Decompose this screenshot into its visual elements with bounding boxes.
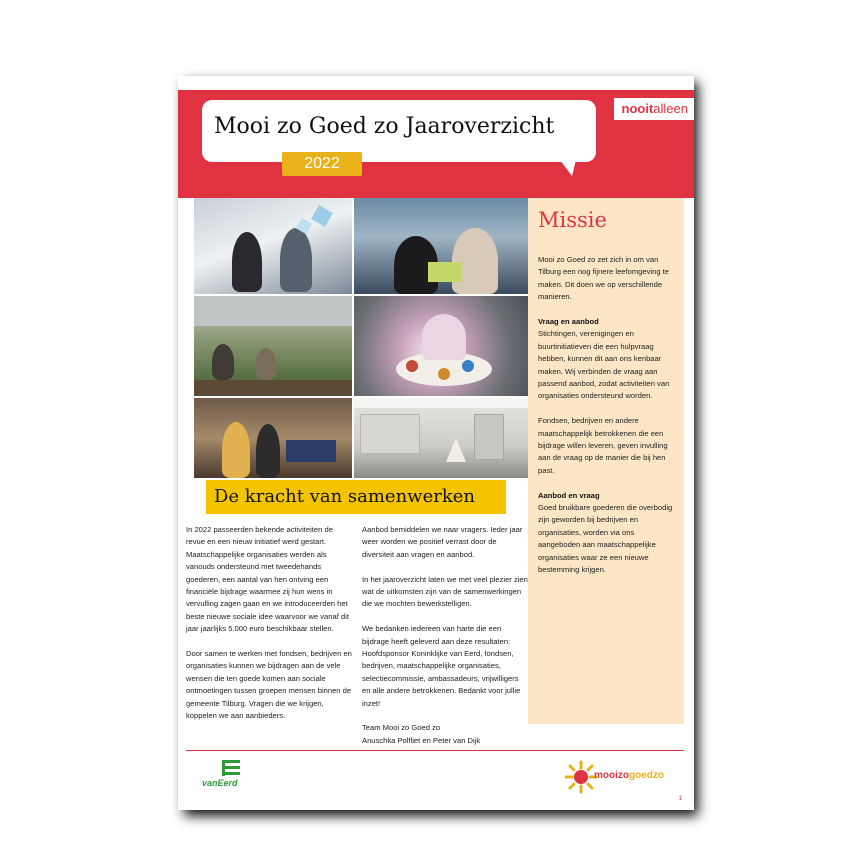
paragraph: Aanbod bemiddelen we naar vragers. Ieder jaar weer worden we positief verrast door de diversiteit aan vragen en aanbod. [362,525,523,559]
footer-divider [186,750,684,751]
photo-collage [194,198,528,478]
missie-box [528,198,684,724]
paragraph: We bedanken iedereen van harte die een bijdrage heeft geleverd aan deze resultaten: Hoofdsponsor Koninklijke van Eerd, fondsen, bedrijven, maatschappelijke organisaties, selectiecommissie, ambassadeurs, vrijwilligers en alle andere betrokkenen. Bedankt voor jullie inzet! [362,624,521,708]
nooit-alleen-logo [614,98,694,120]
section-heading-text: De kracht van samenwerken [214,486,475,507]
logo-text [594,770,664,781]
missie-subheading: Aanbod en vraag [538,490,600,500]
missie-intro: Mooi zo Goed zo zet zich in om van Tilburg een nog fijnere leefomgeving te maken. Dit doen we op verschillende manieren. [538,255,670,302]
text-column-left [186,524,354,735]
workshop-photo [194,398,352,478]
sun-icon [564,760,598,794]
section-heading [206,480,506,514]
logo-part2: goedzo [629,770,664,781]
van-eerd-logo [192,760,262,796]
signature-team: Team Mooi zo Goed zo [362,723,441,733]
room-photo [354,398,528,478]
van-eerd-mark-icon [222,760,240,776]
missie-heading: Missie [538,208,607,232]
missie-paragraph: Stichtingen, verenigingen en buurtinitiatieven die een hulpvraag hebben, kunnen dit aan ons kenbaar maken. Wij verbinden de vraag aan passend aanbod, zodat activiteiten van organisaties ondersteund worden. [538,329,670,401]
market-photo [354,198,528,294]
logo-part1: mooizo [594,770,629,781]
page-title: Mooi zo Goed zo Jaaroverzicht [214,114,555,139]
brand-part1: nooit [621,101,654,116]
cake-photo [354,296,528,396]
heading-tail [224,486,238,498]
missie-body [538,254,678,589]
page-number: 1 [678,796,682,802]
text-column-right [362,524,528,747]
handshake-photo [194,198,352,294]
document-page [178,76,694,810]
brand-part2: alleen [653,101,688,116]
paragraph: Door samen te werken met fondsen, bedrijven en organisaties kunnen we bijdragen aan de vele wensen die ten goede komen aan sociale ontmoetingen tussen groepen mensen binnen de gemeente Tilburg. Vragen die we krijgen, koppelen we aan aanbieders. [186,649,352,721]
mooi-zo-goed-zo-logo [564,758,684,798]
year-badge: 2022 [282,152,362,176]
sponsor-logo-text: vanEerd [202,778,238,788]
missie-paragraph: Fondsen, bedrijven en andere maatschappelijk betrokkenen die een bijdrage willen leveren, geven invulling aan de vraag op de manier die bij hen past. [538,416,668,475]
missie-subheading: Vraag en aanbod [538,317,599,327]
garden-photo [194,296,352,396]
title-bubble [202,100,596,162]
paragraph: In 2022 passeerden bekende activiteiten de revue en een nieuw initiatief werd gestart. Maatschappelijke organisaties werden als vanouds ondersteund met tweedehands goederen, een aantal van hen ontving een financiële bijdrage waarmee zij hun wens in vervulling zagen gaan en we introduceerden het beste nieuwe sociale idee waarvoor we vanaf dit jaar jaarlijks 5.000 euro beschikbaar stellen. [186,525,349,634]
paragraph: In het jaaroverzicht laten we met veel plezier zien wat de uitkomsten zijn van de samenwerkingen die we mochten bewerkstelligen. [362,574,528,609]
bubble-tail [560,160,576,176]
signature-names: Anuschka Polfliet en Peter van Dijk [362,735,481,745]
missie-paragraph: Goed bruikbare goederen die overbodig zijn geworden bij bedrijven en organisaties, worden via ons aangeboden aan maatschappelijke organisaties waar ze een nieuwe bestemming krijgen. [538,503,673,575]
